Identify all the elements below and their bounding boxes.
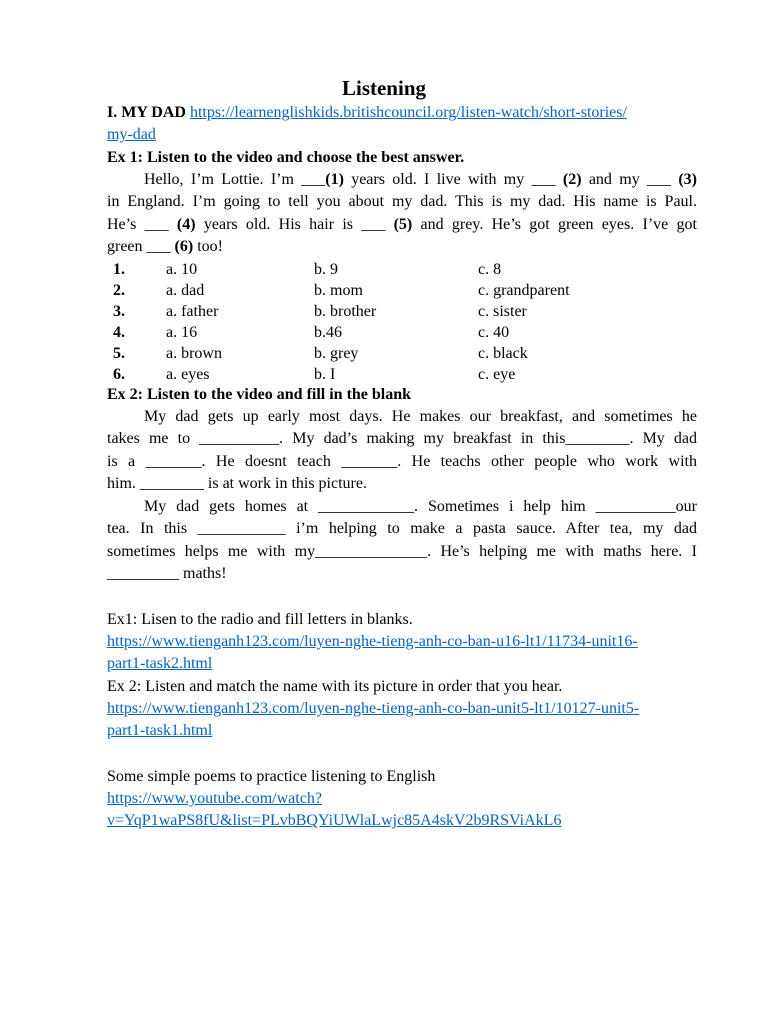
paragraph-line: My dad gets up early most days. He makes our breakfast, and sometimes he (144, 408, 697, 425)
option-c: c. 40 (478, 324, 510, 341)
option-row: 2. a. dad b. mom c. grandparent (113, 282, 570, 299)
option-c: c. eye (478, 366, 516, 383)
paragraph-line: sometimes helps me with my______________. He’s helping me with maths here. I (107, 542, 697, 560)
passage-line: in England. I’m going to tell you about my dad. This is my dad. His name is Paul. (107, 193, 697, 211)
option-c: c. grandparent (478, 282, 570, 299)
option-b: b. I (314, 366, 336, 383)
option-b: b. grey (314, 345, 359, 362)
option-row: 1. a. 10 b. 9 c. 8 (113, 261, 502, 278)
option-a: a. 10 (166, 261, 198, 278)
paragraph-line: him. ________ is at work in this picture. (107, 474, 367, 492)
option-row: 4. a. 16 b.46 c. 40 (113, 324, 510, 341)
ex1-heading: Ex 1: Listen to the video and choose the best answer. (107, 149, 465, 166)
extra-ex1-link-cont[interactable]: part1-task2.html (107, 655, 213, 672)
paragraph-line: _________ maths! (107, 564, 227, 582)
extra-ex1-link-cont-line (107, 653, 212, 675)
poems-link-line (107, 788, 322, 810)
section-heading-line (107, 102, 627, 124)
poems-link-cont[interactable]: v=YqP1waPS8fU&list=PLvbBQYiUWlaLwjc85A4skV2b9RSViAkL6 (107, 812, 562, 829)
page-title: Listening (341, 76, 427, 100)
extra-ex2-link-cont[interactable]: part1-task1.html (107, 722, 213, 739)
option-b: b. brother (314, 303, 377, 320)
paragraph-line: is a _______. He doesnt teach _______. He teachs other people who work with (107, 452, 697, 470)
option-b: b. mom (314, 282, 363, 299)
ex2-heading: Ex 2: Listen to the video and fill in the blank (107, 386, 412, 403)
paragraph-line: tea. In this ___________ i’m helping to make a pasta sauce. After tea, my dad (107, 520, 697, 538)
option-a: a. dad (166, 282, 205, 299)
my-dad-link-cont[interactable]: my-dad (107, 126, 156, 143)
option-a: a. 16 (166, 324, 198, 341)
option-c: c. sister (478, 303, 527, 320)
poems-label: Some simple poems to practice listening to English (107, 768, 436, 785)
ex2-paragraph-2 (107, 496, 697, 585)
section-heading: I. MY DAD (107, 104, 190, 121)
option-c: c. black (478, 345, 528, 362)
option-a: a. eyes (166, 366, 210, 383)
poems-link-cont-line (107, 810, 561, 832)
option-row: 6. a. eyes b. I c. eye (113, 366, 516, 383)
ex1-passage (107, 169, 697, 258)
passage-line: green ___ (6) too! (107, 237, 223, 255)
extra-ex1-link[interactable]: https://www.tienganh123.com/luyen-nghe-tieng-anh-co-ban-u16-lt1/11734-unit16- (107, 633, 638, 650)
extra-ex1-link-line (107, 631, 638, 653)
my-dad-link-cont-line (107, 124, 156, 146)
extra-ex2-label: Ex 2: Listen and match the name with its picture in order that you hear. (107, 678, 563, 695)
passage-line: He’s ___ (4) years old. His hair is ___ (5) and grey. He’s got green eyes. I’ve got (107, 215, 698, 233)
passage-line: Hello, I’m Lottie. I’m ___(1) years old. I live with my ___ (2) and my ___ (3) (144, 171, 697, 188)
ex2-paragraph-1 (107, 406, 697, 495)
option-c: c. 8 (478, 261, 502, 278)
poems-link[interactable]: https://www.youtube.com/watch? (107, 790, 322, 807)
option-b: b.46 (314, 324, 342, 341)
extra-ex2-link[interactable]: https://www.tienganh123.com/luyen-nghe-tieng-anh-co-ban-unit5-lt1/10127-unit5- (107, 700, 640, 717)
option-row: 3. a. father b. brother c. sister (113, 303, 527, 320)
extra-ex2-link-cont-line (107, 720, 212, 742)
paragraph-line: My dad gets homes at ____________. Sometimes i help him __________our (144, 498, 697, 515)
extra-ex2-link-line (107, 698, 639, 720)
option-a: a. father (166, 303, 219, 320)
option-a: a. brown (166, 345, 222, 362)
my-dad-link[interactable]: https://learnenglishkids.britishcouncil.org/listen-watch/short-stories/ (189, 104, 627, 121)
option-row: 5. a. brown b. grey c. black (113, 345, 528, 362)
option-b: b. 9 (314, 261, 338, 278)
extra-ex1-label: Ex1: Lisen to the radio and fill letters in blanks. (107, 611, 413, 628)
paragraph-line: takes me to __________. My dad’s making my breakfast in this________. My dad (107, 430, 697, 448)
